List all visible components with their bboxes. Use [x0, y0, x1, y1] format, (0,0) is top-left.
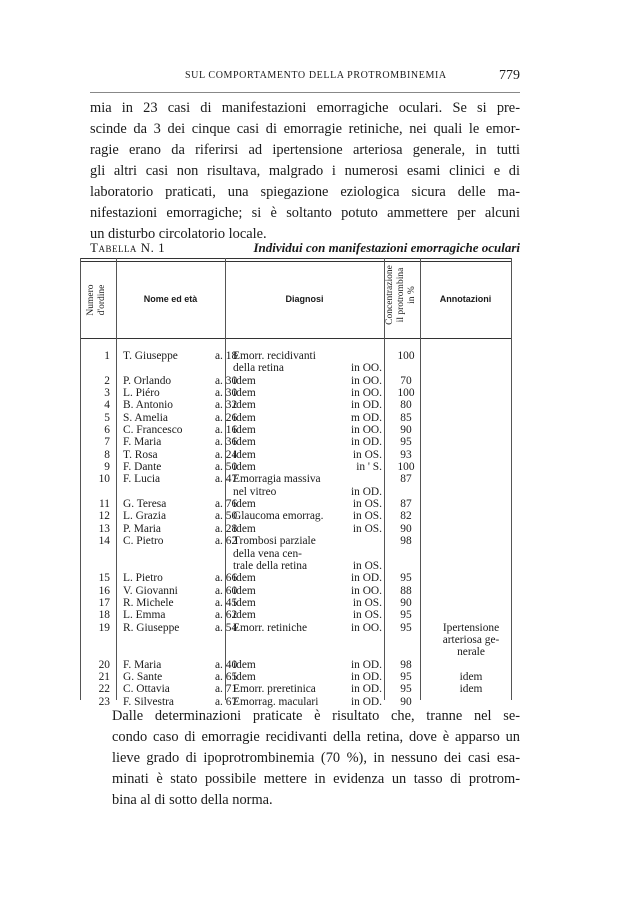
intro-line: un disturbo circolatorio locale. — [90, 226, 267, 242]
table-row — [80, 449, 512, 461]
patient-name: C. Pietro — [123, 535, 164, 548]
diagnosis: idem — [233, 596, 256, 609]
prothrombin-percent: 100 — [397, 387, 415, 400]
table-row — [80, 560, 512, 572]
row-number: 5 — [104, 411, 110, 424]
prothrombin-percent: 87 — [400, 498, 412, 511]
table-row — [80, 486, 512, 498]
table-row — [80, 362, 512, 374]
row-number: 7 — [104, 436, 110, 449]
row-number: 4 — [104, 399, 110, 412]
patient-name: G. Sante — [123, 670, 163, 683]
intro-line: nifestazioni emorragiche; si è soltanto potuto ammettere per alcuni — [90, 205, 520, 221]
table-label: Tabella N. 1 — [90, 240, 166, 255]
eye-location: in OS. — [352, 498, 382, 511]
header-diagnosis: Diagnosi — [285, 294, 324, 304]
diagnosis: idem — [233, 448, 256, 461]
header-rule — [90, 92, 520, 93]
eye-location: in OS. — [352, 448, 382, 461]
table-row — [80, 535, 512, 547]
diagnosis: idem — [233, 670, 256, 683]
diagnosis: della vena cen- — [233, 547, 302, 560]
table-row — [80, 350, 512, 362]
conclusion-line: condo caso di emorragie recidivanti della retina, dove è apparso un — [112, 729, 520, 745]
eye-location: m OD. — [350, 411, 382, 424]
patient-name: L. Emma — [123, 609, 166, 622]
prothrombin-percent: 100 — [397, 350, 415, 362]
diagnosis: idem — [233, 411, 256, 424]
header-notes: Annotazioni — [439, 294, 492, 304]
row-number: 20 — [98, 658, 110, 671]
eye-location: in OD. — [350, 658, 382, 671]
annotation: nerale — [457, 646, 485, 659]
eye-location: in OO. — [350, 584, 382, 597]
patient-age: a. 30 — [215, 387, 238, 400]
table-body — [80, 350, 512, 708]
header-number: Numero d'ordine — [86, 284, 107, 316]
eye-location: in OS. — [352, 510, 382, 523]
diagnosis: Emorr. recidivanti — [233, 350, 316, 362]
conclusion-line: bina al di sotto della norma. — [112, 792, 273, 808]
eye-location: in OO. — [350, 387, 382, 400]
conclusion-paragraph — [90, 706, 520, 811]
table-row — [80, 659, 512, 671]
prothrombin-percent: 98 — [400, 535, 412, 548]
table-top-rule-inner — [80, 261, 512, 262]
table-row — [80, 412, 512, 424]
eye-location: in OS. — [352, 596, 382, 609]
diagnosis: idem — [233, 461, 256, 474]
patient-age: a. 26 — [215, 411, 238, 424]
table-row — [80, 585, 512, 597]
intro-line: laboratorio praticati, una spiegazione eziologica sicura delle ma- — [90, 184, 520, 200]
prothrombin-percent: 88 — [400, 584, 412, 597]
prothrombin-percent: 87 — [400, 473, 412, 486]
table-row — [80, 473, 512, 485]
running-title: SUL COMPORTAMENTO DELLA PROTROMBINEMIA — [185, 70, 447, 81]
patient-name: F. Maria — [123, 658, 162, 671]
prothrombin-percent: 90 — [400, 424, 412, 437]
annotation: arteriosa ge- — [442, 633, 500, 646]
row-number: 17 — [98, 596, 110, 609]
eye-location: in OO. — [350, 424, 382, 437]
patient-name: F. Dante — [123, 461, 162, 474]
eye-location: in OS. — [352, 522, 382, 535]
patient-age: a. 16 — [215, 424, 238, 437]
intro-line: scinde da 3 dei cinque casi di emorragie retiniche, nei quali le emor- — [90, 121, 520, 137]
prothrombin-percent: 95 — [400, 436, 412, 449]
patient-name: F. Maria — [123, 436, 162, 449]
eye-location: in OD. — [350, 485, 382, 498]
eye-location: in OS. — [352, 609, 382, 622]
diagnosis: idem — [233, 658, 256, 671]
prothrombin-percent: 95 — [400, 683, 412, 696]
prothrombin-percent: 93 — [400, 448, 412, 461]
diagnosis: idem — [233, 584, 256, 597]
table-row — [80, 683, 512, 695]
table-row — [80, 375, 512, 387]
row-number: 21 — [98, 670, 110, 683]
conclusion-line: Dalle determinazioni praticate è risultato che, tranne nel se- — [112, 708, 520, 724]
header-name: Nome ed età — [143, 294, 198, 304]
row-number: 23 — [98, 695, 110, 708]
diagnosis: Emorrag. maculari — [233, 695, 319, 708]
row-number: 2 — [104, 374, 110, 387]
table-row — [80, 523, 512, 535]
table-row — [80, 622, 512, 634]
patient-age: a. 62 — [215, 609, 238, 622]
table-row — [80, 609, 512, 621]
diagnosis: idem — [233, 424, 256, 437]
diagnosis: idem — [233, 609, 256, 622]
patient-age: a. 66 — [215, 572, 238, 585]
patient-name: T. Giuseppe — [123, 350, 178, 362]
annotation: idem — [459, 670, 483, 683]
prothrombin-percent: 82 — [400, 510, 412, 523]
diagnosis: Trombosi parziale — [233, 535, 316, 548]
row-number: 12 — [98, 510, 110, 523]
row-number: 8 — [104, 448, 110, 461]
patient-age: a. 50 — [215, 510, 238, 523]
patient-name: L. Piéro — [123, 387, 160, 400]
intro-paragraph — [90, 98, 520, 245]
prothrombin-percent: 100 — [397, 461, 415, 474]
row-number: 10 — [98, 473, 110, 486]
eye-location: in OS. — [352, 559, 382, 572]
patient-name: P. Orlando — [123, 374, 172, 387]
intro-line: ragie erano da riferirsi ad ipertensione arteriosa generale, in tutti — [90, 142, 520, 158]
prothrombin-percent: 85 — [400, 411, 412, 424]
patient-age: a. 71 — [215, 683, 238, 696]
patient-name: G. Teresa — [123, 498, 167, 511]
patient-age: a. 45 — [215, 596, 238, 609]
eye-location: in OO. — [350, 362, 382, 375]
diagnosis: idem — [233, 374, 256, 387]
diagnosis: idem — [233, 399, 256, 412]
row-number: 16 — [98, 584, 110, 597]
eye-location: in OD. — [350, 436, 382, 449]
page-header — [90, 70, 520, 86]
eye-location: in OO. — [350, 374, 382, 387]
table-row — [80, 671, 512, 683]
prothrombin-percent: 90 — [400, 522, 412, 535]
patient-name: L. Grazia — [123, 510, 167, 523]
patient-age: a. 65 — [215, 670, 238, 683]
patient-age: a. 30 — [215, 374, 238, 387]
eye-location: in OD. — [350, 399, 382, 412]
patient-name: P. Maria — [123, 522, 161, 535]
patient-name: C. Francesco — [123, 424, 183, 437]
patient-age: a. 32 — [215, 399, 238, 412]
eye-location: in OD. — [350, 670, 382, 683]
patient-age: a. 24 — [215, 448, 238, 461]
cases-table — [80, 258, 512, 708]
table-row — [80, 646, 512, 658]
eye-location: in OD. — [350, 683, 382, 696]
row-number: 9 — [104, 461, 110, 474]
row-number: 22 — [98, 683, 110, 696]
diagnosis: trale della retina — [233, 559, 307, 572]
table-row — [80, 597, 512, 609]
diagnosis: idem — [233, 572, 256, 585]
table-row — [80, 436, 512, 448]
patient-age: a. 60 — [215, 584, 238, 597]
table-top-rule — [80, 258, 512, 259]
patient-age: a. 28 — [215, 522, 238, 535]
diagnosis: Emorr. preretinica — [233, 683, 316, 696]
patient-age: a. 18 — [215, 350, 238, 362]
page-number: 779 — [499, 68, 520, 83]
patient-name: S. Amelia — [123, 411, 168, 424]
conclusion-line: lieve grado di ipoprotrombinemia (70 %), in nessuno dei casi esa- — [112, 750, 520, 766]
diagnosis: Glaucoma emorrag. — [233, 510, 324, 523]
prothrombin-percent: 90 — [400, 695, 412, 708]
table-header-rule — [80, 338, 512, 339]
diagnosis: della retina — [233, 362, 284, 375]
diagnosis: idem — [233, 436, 256, 449]
prothrombin-percent: 98 — [400, 658, 412, 671]
table-title: Individui con manifestazioni emorragiche oculari — [253, 240, 520, 255]
patient-age: a. 76 — [215, 498, 238, 511]
eye-location: in OD. — [350, 695, 382, 708]
patient-age: a. 50 — [215, 461, 238, 474]
patient-age: a. 47 — [215, 473, 238, 486]
table-row — [80, 424, 512, 436]
prothrombin-percent: 95 — [400, 609, 412, 622]
conclusion-line: minati è stato possibile mettere in evidenza un tasso di protrom- — [112, 771, 520, 787]
intro-line: mia in 23 casi di manifestazioni emorragiche oculari. Se si pre- — [90, 100, 520, 116]
table-row — [80, 572, 512, 584]
patient-name: V. Giovanni — [123, 584, 178, 597]
row-number: 11 — [99, 498, 110, 511]
eye-location: in OD. — [350, 572, 382, 585]
patient-name: R. Giuseppe — [123, 621, 180, 634]
eye-location: in ' S. — [356, 461, 382, 474]
prothrombin-percent: 80 — [400, 399, 412, 412]
patient-name: L. Pietro — [123, 572, 163, 585]
patient-age: a. 40 — [215, 658, 238, 671]
table-row — [80, 498, 512, 510]
diagnosis: idem — [233, 522, 256, 535]
table-row — [80, 510, 512, 522]
table-row — [80, 548, 512, 560]
patient-name: R. Michele — [123, 596, 174, 609]
table-row — [80, 399, 512, 411]
prothrombin-percent: 95 — [400, 572, 412, 585]
diagnosis: idem — [233, 498, 256, 511]
patient-age: a. 54 — [215, 621, 238, 634]
patient-age: a. 62 — [215, 535, 238, 548]
intro-line: gli altri casi non risultava, malgrado i numerosi esami clinici e di — [90, 163, 520, 179]
patient-age: a. 36 — [215, 436, 238, 449]
row-number: 13 — [98, 522, 110, 535]
patient-name: B. Antonio — [123, 399, 174, 412]
prothrombin-percent: 90 — [400, 596, 412, 609]
eye-location: in OO. — [350, 621, 382, 634]
table-row — [80, 387, 512, 399]
diagnosis: Emorr. retiniche — [233, 621, 308, 634]
patient-name: T. Rosa — [123, 448, 158, 461]
row-number: 15 — [98, 572, 110, 585]
table-row — [80, 634, 512, 646]
patient-name: F. Lucia — [123, 473, 161, 486]
row-number: 18 — [98, 609, 110, 622]
row-number: 19 — [98, 621, 110, 634]
row-number: 1 — [104, 350, 110, 362]
patient-name: C. Ottavia — [123, 683, 170, 696]
annotation: Ipertensione — [442, 621, 500, 634]
prothrombin-percent: 70 — [400, 374, 412, 387]
table-row — [80, 461, 512, 473]
prothrombin-percent: 95 — [400, 670, 412, 683]
diagnosis: idem — [233, 387, 256, 400]
row-number: 14 — [98, 535, 110, 548]
row-number: 3 — [104, 387, 110, 400]
prothrombin-percent: 95 — [400, 621, 412, 634]
diagnosis: nel vitreo — [233, 485, 277, 498]
row-number: 6 — [104, 424, 110, 437]
header-concentration: Concentrazione il protrombina in % — [385, 265, 417, 325]
patient-age: a. 67 — [215, 695, 238, 708]
diagnosis: Emorragia massiva — [233, 473, 321, 486]
patient-name: F. Silvestra — [123, 695, 174, 708]
annotation: idem — [459, 683, 483, 696]
